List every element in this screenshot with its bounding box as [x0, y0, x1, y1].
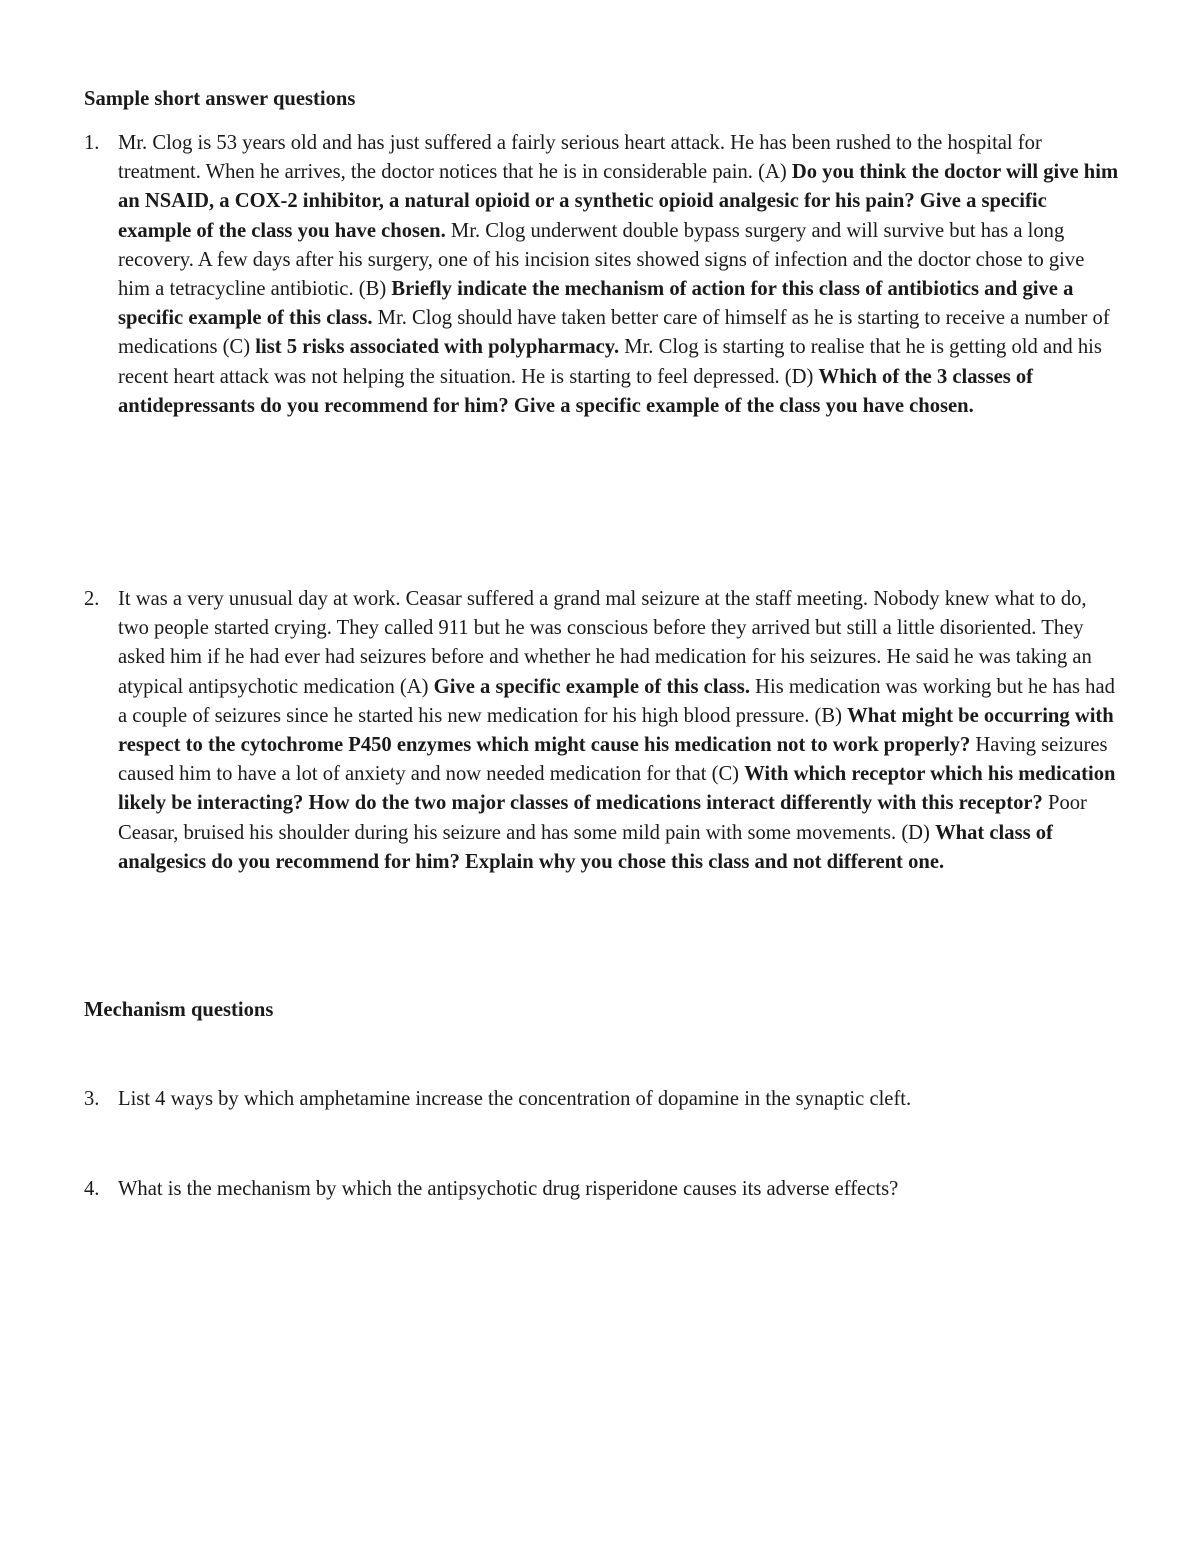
- question-text-plain: Mr. Clog should have taken better care of himself as he is starting to receive a number of medications (C): [118, 307, 1110, 359]
- question-text-plain: List 4 ways by which amphetamine increase the concentration of dopamine in the synaptic cleft.: [118, 1088, 912, 1110]
- question-part-d-prompt: Which of the 3 classes of antidepressants do you recommend for him? Give a specific example of the class you have chosen.: [118, 365, 1034, 417]
- section-heading-mechanism: Mechanism questions: [84, 999, 274, 1021]
- question-part-a-prompt: Do you think the doctor will give him an NSAID, a COX-2 inhibitor, a natural opioid or a synthetic opioid analgesic for his pain? Give a specific example of the class you have chosen.: [118, 161, 1119, 242]
- question-part-c-prompt: With which receptor which his medication likely be interacting? How do the two major classes of medications interact differently with this receptor?: [118, 763, 1116, 815]
- section-heading-sample-short-answer: Sample short answer questions: [84, 88, 356, 110]
- question-text: [118, 1085, 1120, 1114]
- question-part-c-prompt: list 5 risks associated with polypharmacy.: [255, 336, 620, 359]
- question-text-plain: It was a very unusual day at work. Ceasar suffered a grand mal seizure at the staff meeting. Nobody knew what to do, two people started crying. They called 911 but he was conscious before they arrived but still a little disoriented. They asked him if he had ever had seizures before and whether he had medication for his seizures. He said he was taking an atypical antipsychotic medication (A): [118, 588, 1092, 698]
- question-4: [84, 1175, 1124, 1204]
- question-text: [118, 129, 1120, 421]
- question-part-a-prompt: Give a specific example of this class.: [433, 675, 750, 698]
- question-part-d-prompt: What class of analgesics do you recommend for him? Explain why you chose this class and not different one.: [118, 821, 1053, 873]
- question-1: [84, 129, 1124, 421]
- question-text-plain: His medication was working but he has had a couple of seizures since he started his new medication for his high blood pressure. (B): [118, 675, 1115, 727]
- question-text: [118, 585, 1120, 877]
- question-text-plain: Poor Ceasar, bruised his shoulder during his seizure and has some mild pain with some movements. (D): [118, 792, 1087, 844]
- question-part-b-prompt: Briefly indicate the mechanism of action for this class of antibiotics and give a specific example of this class.: [118, 278, 1074, 330]
- question-text-plain: Mr. Clog underwent double bypass surgery and will survive but has a long recovery. A few days after his surgery, one of his incision sites showed signs of infection and the doctor chose to give him a tetracycline antibiotic. (B): [118, 219, 1085, 301]
- question-text: [118, 1175, 1120, 1204]
- question-text-plain: What is the mechanism by which the antipsychotic drug risperidone causes its adverse effects?: [118, 1178, 899, 1200]
- question-text-plain: Mr. Clog is starting to realise that he is getting old and his recent heart attack was not helping the situation. He is starting to feel depressed. (D): [118, 336, 1102, 388]
- question-number: 3.: [84, 1088, 100, 1110]
- question-text-plain: Mr. Clog is 53 years old and has just suffered a fairly serious heart attack. He has been rushed to the hospital for treatment. When he arrives, the doctor notices that he is in considerable pain. (A): [118, 132, 1042, 184]
- question-text-plain: Having seizures caused him to have a lot of anxiety and now needed medication for that (C): [118, 734, 1108, 786]
- question-2: [84, 585, 1124, 877]
- question-3: [84, 1085, 1124, 1114]
- question-number: 2.: [84, 588, 100, 610]
- question-number: 4.: [84, 1178, 100, 1200]
- question-number: 1.: [84, 132, 100, 154]
- question-part-b-prompt: What might be occurring with respect to the cytochrome P450 enzymes which might cause his medication not to work properly?: [118, 704, 1114, 757]
